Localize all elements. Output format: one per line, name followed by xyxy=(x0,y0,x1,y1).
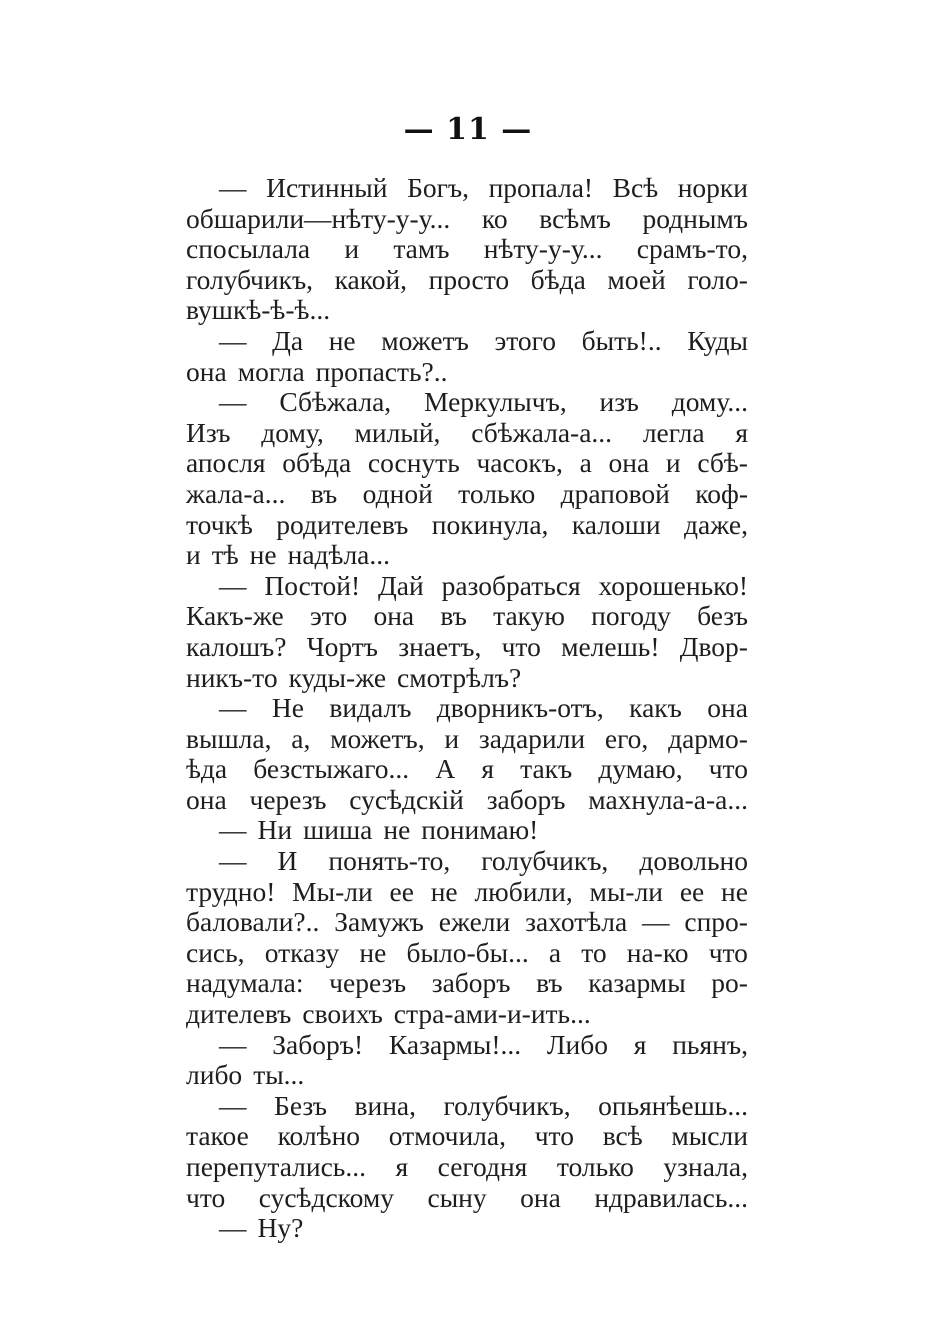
word: только xyxy=(556,1151,634,1182)
word: Ни xyxy=(257,814,293,846)
word: Мы-ли xyxy=(292,875,373,907)
word: какой, xyxy=(334,263,408,295)
word: пропала! xyxy=(488,172,594,203)
word: — xyxy=(219,692,247,724)
word: ежели xyxy=(438,906,511,938)
word: Богъ, xyxy=(407,172,470,203)
text-line xyxy=(186,754,748,785)
word: нѣту-у-у... xyxy=(483,233,603,265)
word: я xyxy=(481,753,494,785)
word: я xyxy=(735,416,748,448)
word: ндравилась... xyxy=(594,1181,748,1213)
word: всѣмъ xyxy=(539,202,611,234)
word: сегодня xyxy=(437,1151,528,1182)
word: всѣ xyxy=(602,1120,643,1152)
word: понимаю! xyxy=(421,814,539,846)
word: такую xyxy=(493,600,565,632)
word: А xyxy=(435,753,456,785)
word: отмочила, xyxy=(388,1120,506,1152)
word: Меркулычъ, xyxy=(424,386,567,418)
word: я xyxy=(395,1151,409,1182)
word: видалъ xyxy=(329,692,412,724)
word: думаю, xyxy=(598,753,683,785)
text-line xyxy=(186,448,748,479)
word: калоши xyxy=(571,508,661,540)
word: точкѣ xyxy=(186,508,253,540)
word: она xyxy=(186,783,227,815)
word: это xyxy=(310,600,348,632)
text-line xyxy=(186,540,748,571)
word: она xyxy=(707,692,748,724)
word: разобраться xyxy=(441,569,581,601)
text-line xyxy=(186,326,748,357)
text-line xyxy=(186,387,748,418)
word: — xyxy=(219,1028,247,1060)
word: въ xyxy=(440,600,467,632)
text-line xyxy=(186,1213,748,1244)
word: обшарили—нѣту-у-у... xyxy=(186,202,451,234)
word: безъ xyxy=(697,600,748,632)
text-line xyxy=(186,601,748,632)
word: дармо- xyxy=(668,722,748,754)
word: а, xyxy=(291,722,311,754)
word: что xyxy=(534,1120,574,1152)
word: — xyxy=(642,906,670,938)
word: часокъ, xyxy=(476,447,563,479)
word: заборъ xyxy=(431,967,511,999)
word: Какъ-же xyxy=(186,600,284,632)
word: — xyxy=(219,569,247,601)
word: что xyxy=(186,1181,226,1213)
word: куды-же xyxy=(288,661,387,693)
page-number: — 11 — xyxy=(403,112,533,147)
word: узнала, xyxy=(663,1151,748,1182)
word: на-ко xyxy=(626,936,689,968)
word: пьянъ, xyxy=(672,1028,748,1060)
word: Двор- xyxy=(679,630,748,662)
text-line xyxy=(186,632,748,663)
word: Постой! xyxy=(264,569,361,601)
word: ты... xyxy=(253,1059,305,1091)
text-line xyxy=(186,571,748,602)
word: спосылала xyxy=(186,233,311,265)
text-line xyxy=(186,357,748,388)
word: спро- xyxy=(684,906,748,938)
word: быть!.. xyxy=(581,324,662,356)
word: жала-а... xyxy=(186,477,286,509)
word: Куды xyxy=(687,324,748,356)
word: бѣда xyxy=(530,263,586,295)
word: просто xyxy=(428,263,510,295)
word: захотѣла xyxy=(525,906,628,938)
word: дителевъ xyxy=(186,998,292,1030)
word: и xyxy=(444,722,460,754)
word: что xyxy=(501,630,541,662)
word: ѣда xyxy=(186,753,228,785)
word: отказу xyxy=(264,936,340,968)
text-line xyxy=(186,724,748,755)
word: голо- xyxy=(687,263,748,295)
word: — xyxy=(219,1212,247,1244)
word: драповой xyxy=(560,477,670,509)
word: — xyxy=(219,845,247,877)
text-line xyxy=(186,1091,748,1122)
word: то xyxy=(581,936,607,968)
word: — xyxy=(219,172,247,203)
word: такое xyxy=(186,1120,249,1152)
word: ее xyxy=(389,875,414,907)
text-line xyxy=(186,968,748,999)
word: безстыжаго... xyxy=(253,753,410,785)
word: могла xyxy=(237,355,305,387)
word: ро- xyxy=(711,967,748,999)
word: Всѣ xyxy=(612,172,659,203)
text-line xyxy=(186,907,748,938)
word: довольно xyxy=(639,845,748,877)
word: никъ-то xyxy=(186,661,278,693)
text-line xyxy=(186,418,748,449)
word: махнула-а-а... xyxy=(588,783,748,815)
word: голубчикъ, xyxy=(186,263,314,295)
word: Сбѣжала, xyxy=(279,386,392,418)
word: можетъ, xyxy=(330,722,425,754)
word: Ну? xyxy=(257,1212,304,1244)
text-line xyxy=(186,1152,748,1183)
word: какъ xyxy=(629,692,682,724)
word: вушкѣ-ѣ-ѣ... xyxy=(186,294,331,326)
text-line xyxy=(186,938,748,969)
word: норки xyxy=(677,172,748,203)
word: заборъ xyxy=(486,783,566,815)
word: она xyxy=(186,355,227,387)
word: Безъ xyxy=(274,1089,327,1121)
word: милый, xyxy=(354,416,441,448)
word: опьянѣешь... xyxy=(598,1089,748,1121)
word: мысли xyxy=(671,1120,748,1152)
word: хорошенько! xyxy=(598,569,748,601)
word: не xyxy=(359,936,387,968)
word: въ xyxy=(310,477,338,509)
text-line xyxy=(186,265,748,296)
word: роднымъ xyxy=(642,202,748,234)
word: сись, xyxy=(186,936,245,968)
word: не xyxy=(249,539,277,571)
word: моей xyxy=(607,263,666,295)
text-line xyxy=(186,234,748,265)
word: въ xyxy=(536,967,563,999)
word: сусѣдскій xyxy=(349,783,464,815)
text-line xyxy=(186,815,748,846)
text-line xyxy=(186,785,748,816)
text-line xyxy=(186,479,748,510)
word: было-бы... xyxy=(406,936,529,968)
text-line xyxy=(186,510,748,541)
word: сусѣдскому xyxy=(258,1181,395,1213)
word: и xyxy=(186,539,201,571)
word: надумала: xyxy=(186,967,304,999)
word: ее xyxy=(679,875,705,907)
word: и xyxy=(665,447,681,479)
text-line xyxy=(186,295,748,326)
word: Казармы!... xyxy=(388,1028,522,1060)
word: не xyxy=(721,875,748,907)
word: баловали?.. xyxy=(186,906,320,938)
text-line xyxy=(186,204,748,235)
word: черезъ xyxy=(329,967,407,999)
word: погоду xyxy=(591,600,671,632)
word: а xyxy=(579,447,592,479)
word: можетъ xyxy=(381,324,469,356)
word: соснуть xyxy=(367,447,460,479)
word: изъ xyxy=(599,386,639,418)
word: тѣ xyxy=(211,539,239,571)
text-line xyxy=(186,999,748,1030)
word: Истинный xyxy=(266,172,388,203)
word: коф- xyxy=(695,477,748,509)
word: смотрѣлъ? xyxy=(397,661,522,693)
word: его, xyxy=(604,722,649,754)
word: сбѣжала-а... xyxy=(471,416,613,448)
text-line xyxy=(186,846,748,877)
word: мелешь! xyxy=(561,630,660,662)
word: казармы xyxy=(588,967,686,999)
word: своихъ xyxy=(302,998,383,1030)
word: пропасть?.. xyxy=(315,355,448,387)
word: дворникъ-отъ, xyxy=(436,692,604,724)
word: только xyxy=(458,477,536,509)
word: тамъ xyxy=(393,233,450,265)
word: родителевъ xyxy=(276,508,409,540)
word: голубчикъ, xyxy=(481,845,609,877)
text-line xyxy=(186,173,748,204)
word: такъ xyxy=(520,753,573,785)
word: одной xyxy=(362,477,433,509)
word: задарили xyxy=(478,722,586,754)
word: Не xyxy=(271,692,304,724)
word: этого xyxy=(494,324,557,356)
word: понять-то, xyxy=(328,845,451,877)
word: либо xyxy=(186,1059,243,1091)
word: калошъ? xyxy=(186,630,287,662)
word: и xyxy=(344,233,360,265)
word: не xyxy=(430,875,458,907)
word: любили, xyxy=(474,875,573,907)
word: надѣла... xyxy=(287,539,391,571)
word: Заборъ! xyxy=(272,1028,364,1060)
word: вышла, xyxy=(186,722,272,754)
text-line xyxy=(186,1060,748,1091)
word: голубчикъ, xyxy=(443,1089,571,1121)
page-text xyxy=(186,173,748,1244)
word: Изъ xyxy=(186,416,231,448)
text-line xyxy=(186,877,748,908)
word: ко xyxy=(481,202,508,234)
word: Либо xyxy=(546,1028,609,1060)
word: не xyxy=(328,324,356,356)
word: легла xyxy=(642,416,705,448)
word: — xyxy=(219,1089,247,1121)
word: Да xyxy=(272,324,304,356)
word: вина, xyxy=(354,1089,417,1121)
word: сбѣ- xyxy=(697,447,748,479)
word: трудно! xyxy=(186,875,276,907)
text-line xyxy=(186,1183,748,1214)
word: дому... xyxy=(671,386,748,418)
word: что xyxy=(708,753,748,785)
text-line xyxy=(186,1121,748,1152)
word: Дай xyxy=(378,569,424,601)
word: срамъ-то, xyxy=(636,233,748,265)
word: черезъ xyxy=(249,783,327,815)
word: апосля xyxy=(186,447,266,479)
word: перепутались... xyxy=(186,1151,366,1182)
word: она xyxy=(373,600,415,632)
word: обѣда xyxy=(282,447,352,479)
text-line xyxy=(186,663,748,694)
word: покинула, xyxy=(431,508,549,540)
word: шиша xyxy=(303,814,373,846)
word: она xyxy=(520,1181,561,1213)
word: — xyxy=(219,386,247,418)
text-line xyxy=(186,693,748,724)
word: она xyxy=(608,447,650,479)
word: знаетъ, xyxy=(398,630,482,662)
word: стра-ами-и-ить... xyxy=(393,998,591,1030)
word: а xyxy=(548,936,562,968)
word: что xyxy=(708,936,748,968)
word: дому, xyxy=(261,416,324,448)
word: не xyxy=(383,814,411,846)
word: И xyxy=(277,845,298,877)
word: колѣно xyxy=(277,1120,361,1152)
word: я xyxy=(633,1028,647,1060)
word: — xyxy=(219,814,247,846)
word: — xyxy=(219,324,247,356)
word: Чортъ xyxy=(306,630,378,662)
text-line xyxy=(186,1030,748,1061)
word: сыну xyxy=(427,1181,487,1213)
word: даже, xyxy=(684,508,748,540)
word: мы-ли xyxy=(589,875,664,907)
word: Замужъ xyxy=(334,906,424,938)
